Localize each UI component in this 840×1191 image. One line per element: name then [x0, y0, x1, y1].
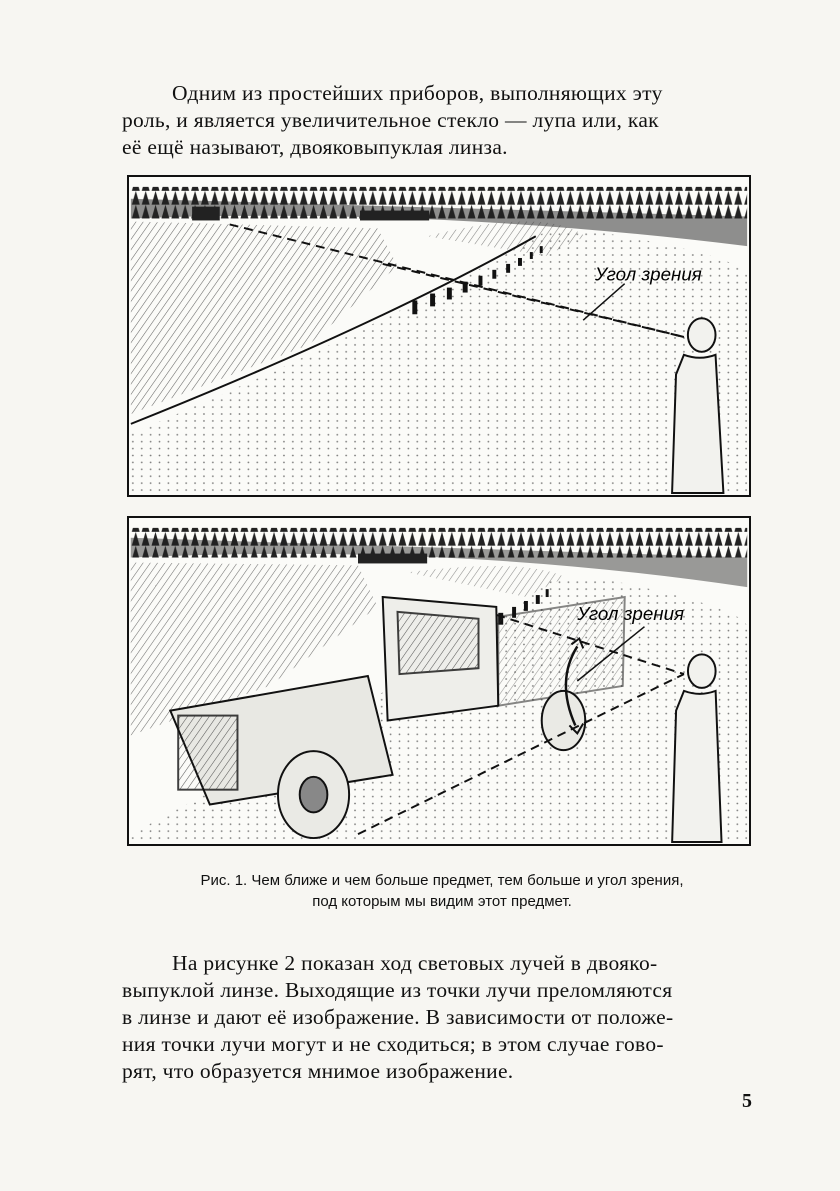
paragraph-top — [122, 80, 762, 161]
text-line: роль, и является увеличительное стекло — лупа или, как — [122, 108, 659, 132]
text-line: ния точки лучи могут и не сходиться; в этом случае гово- — [122, 1032, 664, 1056]
caption-line: Рис. 1. Чем ближе и чем больше предмет, тем больше и угол зрения, — [200, 872, 684, 889]
text-line: выпуклой линзе. Выходящие из точки лучи преломляются — [122, 978, 673, 1002]
illustration-near-truck — [127, 516, 751, 846]
distant-truck — [192, 207, 220, 221]
page-number: 5 — [742, 1090, 752, 1112]
text-line: в линзе и дают её изображение. В зависимости от положе- — [122, 1005, 674, 1029]
illustration-distant-truck — [127, 175, 751, 497]
caption-line: под которым мы видим этот предмет. — [312, 893, 572, 910]
angle-label: Угол зрения — [595, 263, 702, 285]
figure-caption — [118, 870, 766, 912]
road-scene-distant — [129, 177, 749, 495]
bridge — [358, 554, 427, 564]
bridge — [360, 211, 429, 221]
road-scene-near — [129, 518, 749, 844]
text-line: На рисунке 2 показан ход световых лучей в двояко- — [172, 951, 658, 975]
paragraph-bottom — [122, 950, 762, 1085]
text-line: рят, что образуется мнимое изображение. — [122, 1059, 514, 1083]
text-line: Одним из простейших приборов, выполняющих эту — [172, 81, 663, 105]
angle-label: Угол зрения — [577, 602, 685, 624]
text-line: её ещё называют, двояковыпуклая линза. — [122, 135, 508, 159]
